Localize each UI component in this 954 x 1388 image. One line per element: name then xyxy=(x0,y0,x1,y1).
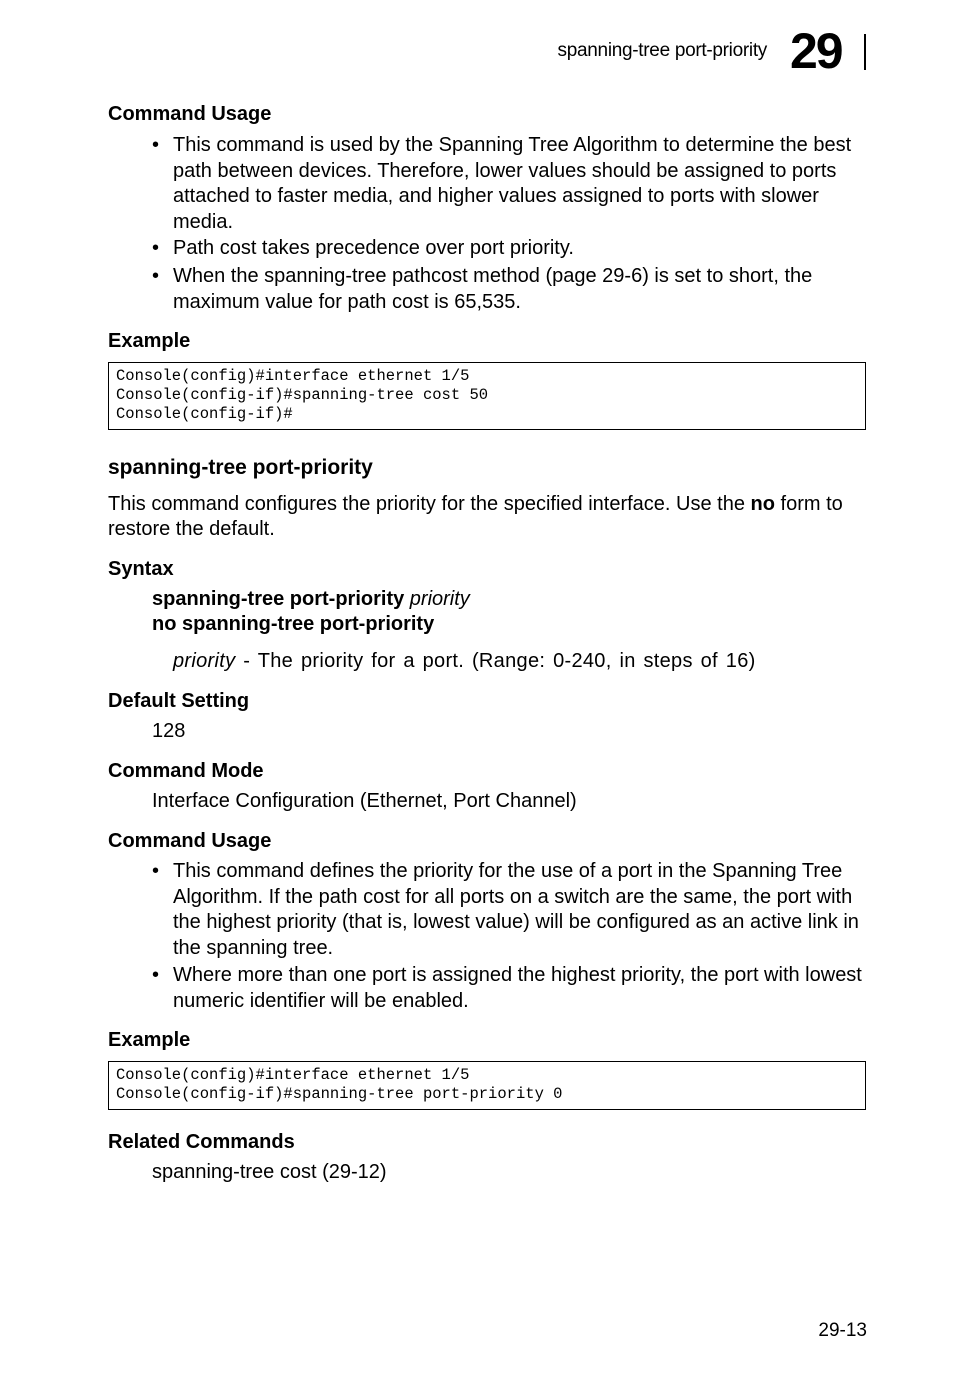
bullet-line: media. xyxy=(173,210,234,233)
command-usage-heading: Command Usage xyxy=(108,830,272,852)
intro-text: form to xyxy=(774,493,843,515)
bullet-icon: • xyxy=(152,964,160,986)
parameter-description xyxy=(173,649,756,674)
bullet-line: Algorithm. If the path cost for all ports on a switch are the same, the port with xyxy=(173,885,853,908)
intro-text: restore the default. xyxy=(108,518,275,540)
bullet-icon: • xyxy=(152,134,160,156)
section-intro xyxy=(108,492,878,542)
syntax-command: spanning-tree port-priority xyxy=(152,588,405,610)
syntax-line xyxy=(152,587,470,612)
list-item xyxy=(152,133,893,235)
related-command-link[interactable]: spanning-tree cost (29-12) xyxy=(152,1161,387,1183)
list-item xyxy=(152,236,893,262)
command-mode-heading: Command Mode xyxy=(108,760,264,782)
chapter-number: 29 xyxy=(790,23,842,79)
syntax-heading: Syntax xyxy=(108,558,174,580)
bullet-icon: • xyxy=(152,860,160,882)
bullet-line: attached to faster media, and higher values assigned to ports with slower xyxy=(173,185,819,207)
bullet-line: This command defines the priority for the use of a port in the Spanning Tree xyxy=(173,860,843,882)
code-line: Console(config-if)#spanning-tree cost 50 xyxy=(116,386,489,404)
default-setting-heading: Default Setting xyxy=(108,690,250,712)
list-item xyxy=(152,859,893,961)
parameter-text: - The priority for a port. (Range: 0-240, in steps of 16) xyxy=(235,650,756,672)
code-line: Console(config)#interface ethernet 1/5 xyxy=(116,1066,470,1084)
code-example xyxy=(108,362,866,430)
bullet-icon: • xyxy=(152,237,160,259)
list-item xyxy=(152,963,893,1014)
running-title: spanning-tree port-priority xyxy=(557,40,767,61)
intro-text: This command configures the priority for the specified interface. Use the xyxy=(108,493,751,515)
default-value: 128 xyxy=(152,720,186,742)
chapter-divider xyxy=(864,34,866,70)
example-heading: Example xyxy=(108,330,191,352)
bullet-line: the spanning tree. xyxy=(173,936,334,959)
bullet-line: maximum value for path cost is 65,535. xyxy=(173,290,521,313)
parameter-name: priority xyxy=(173,650,236,672)
code-example xyxy=(108,1061,866,1110)
bullet-line: This command is used by the Spanning Tree Algorithm to determine the best xyxy=(173,134,852,156)
command-usage-heading: Command Usage xyxy=(108,103,272,125)
code-line: Console(config-if)#spanning-tree port-priority 0 xyxy=(116,1085,563,1103)
example-heading: Example xyxy=(108,1029,191,1051)
bullet-line: path between devices. Therefore, lower values should be assigned to ports xyxy=(173,159,837,182)
code-line: Console(config-if)# xyxy=(116,405,293,423)
command-mode-value: Interface Configuration (Ethernet, Port Channel) xyxy=(152,790,577,812)
syntax-line-no: no spanning-tree port-priority xyxy=(152,613,435,635)
bullet-line: Path cost takes precedence over port priority. xyxy=(173,237,574,259)
section-title: spanning-tree port-priority xyxy=(108,456,373,479)
syntax-argument: priority xyxy=(409,588,470,610)
page-number: 29-13 xyxy=(818,1320,867,1341)
bullet-line: the highest priority (that is, lowest value) will be configured as an active link in xyxy=(173,911,859,933)
related-commands-heading: Related Commands xyxy=(108,1131,295,1153)
bullet-line: numeric identifier will be enabled. xyxy=(173,989,469,1012)
code-line: Console(config)#interface ethernet 1/5 xyxy=(116,367,470,385)
bullet-line: When the spanning-tree pathcost method (page 29-6) is set to short, the xyxy=(173,265,813,287)
bullet-line: Where more than one port is assigned the highest priority, the port with lowest xyxy=(173,964,862,986)
list-item xyxy=(152,264,893,315)
intro-keyword: no xyxy=(750,493,775,515)
bullet-icon: • xyxy=(152,265,160,287)
